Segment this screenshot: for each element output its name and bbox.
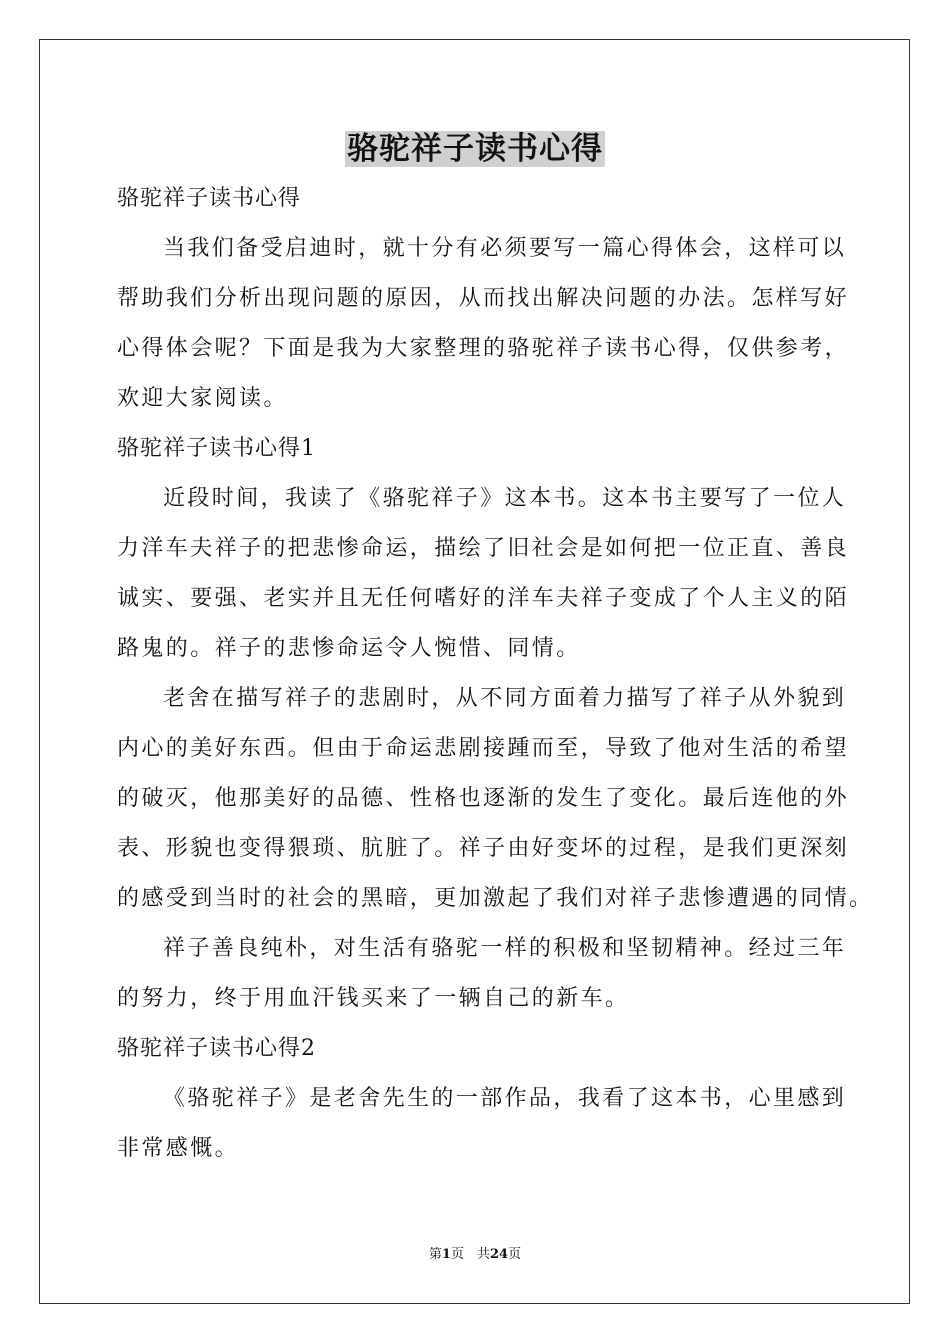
document-body [117,174,874,1174]
text-line: 近段时间，我读了《骆驼祥子》这本书。这本书主要写了一位人 [163,486,847,511]
document-title-text: 骆驼祥子读书心得 [347,131,603,167]
text-line: 力洋车夫祥子的把悲惨命运，描绘了旧社会是如何把一位正直、善良 [117,536,850,561]
text-line: 诚实、要强、老实并且无任何嗜好的洋车夫祥子变成了个人主义的陌 [117,586,850,611]
footer-page-prefix: 第 [428,1247,442,1262]
section-heading: 骆驼祥子读书心得 [117,186,302,211]
text-line: 的破灭，他那美好的品德、性格也逐渐的发生了变化。最后连他的外 [117,786,850,811]
text-line: 老舍在描写祥子的悲剧时，从不同方面着力描写了祥子从外貌到 [163,686,847,711]
text-line: 欢迎大家阅读。 [117,386,288,411]
section-heading: 骆驼祥子读书心得2 [117,1036,316,1061]
text-line: 内心的美好东西。但由于命运悲剧接踵而至，导致了他对生活的希望 [117,736,850,761]
text-line: 的感受到当时的社会的黑暗，更加激起了我们对祥子悲惨遭遇的同情。 [117,886,874,911]
text-line: 帮助我们分析出现问题的原因，从而找出解决问题的办法。怎样写好 [117,286,850,311]
text-line: 祥子善良纯朴，对生活有骆驼一样的积极和坚韧精神。经过三年 [163,936,847,961]
footer-page-suffix: 页 [508,1247,522,1262]
footer-page-mid: 页 共 [450,1247,490,1262]
text-line: 路鬼的。祥子的悲惨命运令人惋惜、同情。 [117,636,581,661]
text-line: 心得体会呢？下面是我为大家整理的骆驼祥子读书心得，仅供参考， [117,336,850,361]
section-heading: 骆驼祥子读书心得1 [117,436,316,461]
text-line: 《骆驼祥子》是老舍先生的一部作品，我看了这本书，心里感到 [163,1086,847,1111]
document-title [0,126,950,172]
text-line: 的努力，终于用血汗钱买来了一辆自己的新车。 [117,986,630,1011]
footer-page-total: 24 [489,1247,509,1262]
text-line: 当我们备受启迪时，就十分有必须要写一篇心得体会，这样可以 [163,236,847,261]
page-footer [0,1245,950,1265]
text-line: 表、形貌也变得猥琐、肮脏了。祥子由好变坏的过程，是我们更深刻 [117,836,850,861]
footer-page-current: 1 [441,1247,451,1262]
text-line: 非常感慨。 [117,1136,240,1161]
